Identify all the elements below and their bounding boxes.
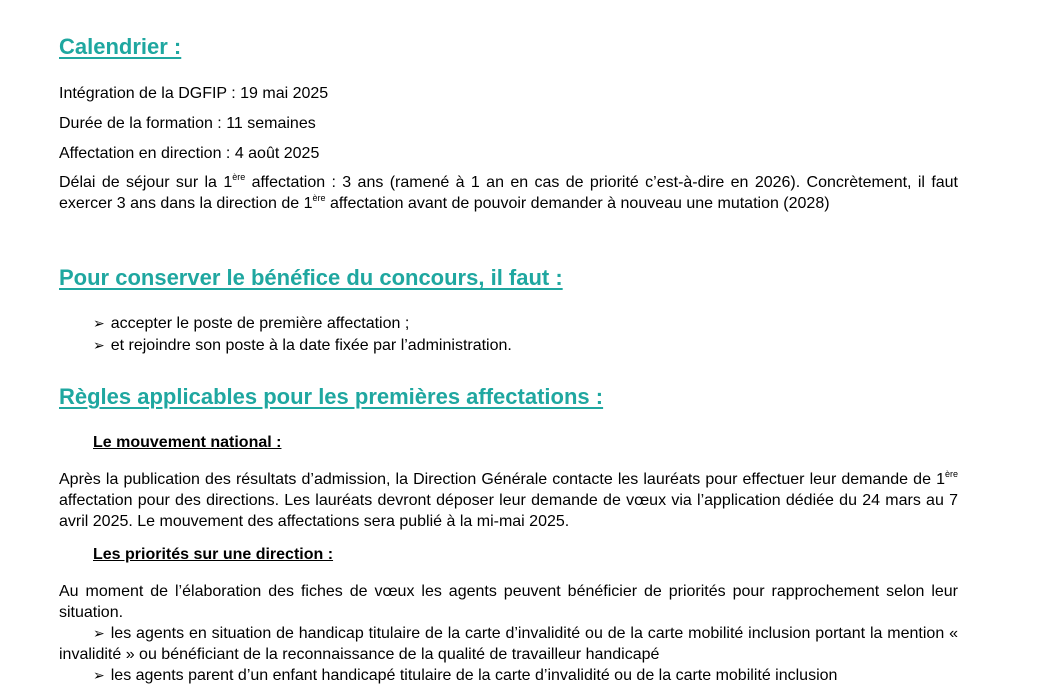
delai-part-3: affectation avant de pouvoir demander à nouveau une mutation (2028) xyxy=(325,195,830,212)
mouvement-sup: ère xyxy=(944,469,958,479)
calendar-duree: Durée de la formation : 11 semaines xyxy=(59,115,316,132)
mouvement-text xyxy=(59,469,958,532)
conserver-item xyxy=(93,335,512,356)
calendar-integration: Intégration de la DGFIP : 19 mai 2025 xyxy=(59,85,329,102)
delai-part-1: Délai de séjour sur la 1 xyxy=(59,174,233,191)
arrow-bullet-icon: ➢ xyxy=(93,337,105,353)
arrow-bullet-icon: ➢ xyxy=(93,667,105,683)
conserver-item-text: et rejoindre son poste à la date fixée par l’administration. xyxy=(110,337,512,354)
conserver-item-text: accepter le poste de première affectation ; xyxy=(110,315,410,332)
delai-sup-1: ère xyxy=(232,172,246,182)
priorites-item-2-text: les agents parent d’un enfant handicapé titulaire de la carte d’invalidité ou de la carte mobilité inclusion xyxy=(110,667,838,684)
mouvement-part-2: affectation pour des directions. Les lauréats devront déposer leur demande de vœux via l’application dédiée du 24 mars au 7 avril 2025. Le mouvement des affectations sera publié à la mi-mai 2025. xyxy=(59,492,958,530)
delai-sup-2: ère xyxy=(312,193,326,203)
conserver-item xyxy=(93,313,409,334)
calendar-delai xyxy=(59,172,958,214)
priorites-item-2 xyxy=(59,665,958,686)
heading-conserver: Pour conserver le bénéfice du concours, il faut : xyxy=(59,265,563,290)
mouvement-part-1: Après la publication des résultats d’admission, la Direction Générale contacte les lauréats pour effectuer leur demande de 1 xyxy=(59,471,945,488)
calendar-affectation: Affectation en direction : 4 août 2025 xyxy=(59,145,320,162)
priorites-intro: Au moment de l’élaboration des fiches de vœux les agents peuvent bénéficier de priorités pour rapprochement selon leur situation. xyxy=(59,583,958,621)
priorites-item-1-text: les agents en situation de handicap titulaire de la carte d’invalidité ou de la carte mobilité inclusion portant la mention « invalidité » ou bénéficiant de la reconnaissance de la qualité de travailleur handicapé xyxy=(59,625,958,663)
heading-calendrier: Calendrier : xyxy=(59,34,182,59)
subheading-priorites: Les priorités sur une direction : xyxy=(93,546,334,563)
arrow-bullet-icon: ➢ xyxy=(93,315,105,331)
delai-part-2: affectation : 3 ans (ramené à 1 an en cas de priorité c’est-à-dire en 2026). Concrètement, il faut exercer 3 ans dans la direction de 1 xyxy=(59,174,959,212)
arrow-bullet-icon: ➢ xyxy=(93,625,105,641)
priorites-item-1 xyxy=(59,623,958,665)
subheading-mouvement: Le mouvement national : xyxy=(93,434,282,451)
heading-regles: Règles applicables pour les premières affectations : xyxy=(59,384,604,409)
